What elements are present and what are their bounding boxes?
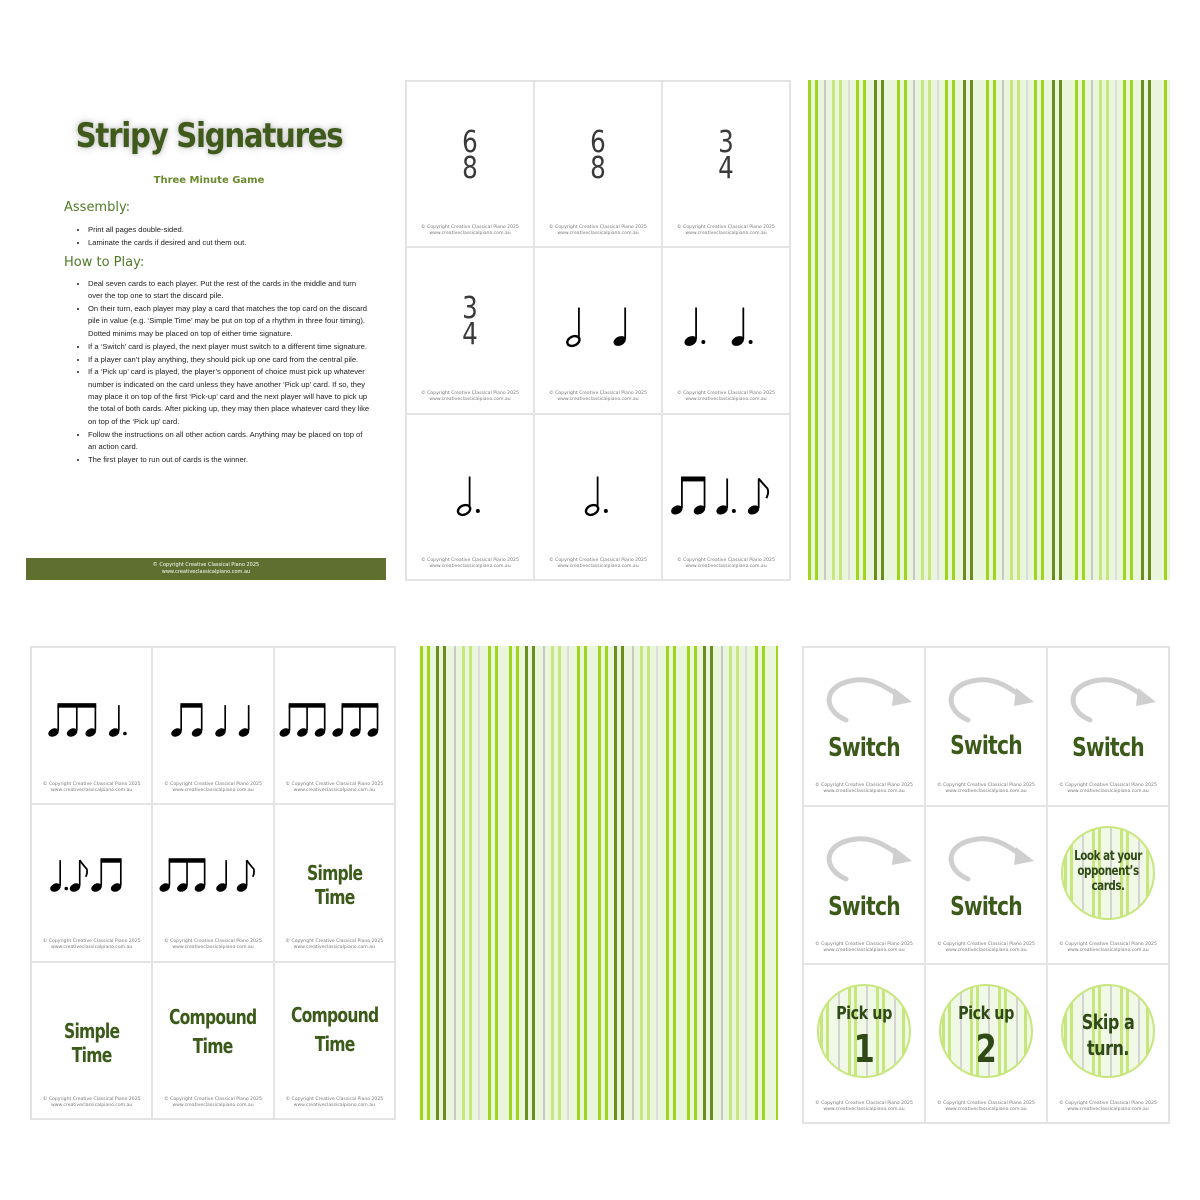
rhythm-notation-icon — [407, 415, 533, 579]
card-copyright: © Copyright Creative Classical Piano 2025 www.creativeclassicalpiano.com.au — [677, 557, 775, 569]
time-signature: 3 4 — [718, 125, 734, 186]
card-three-four — [406, 247, 534, 413]
switch-label: Switch — [950, 891, 1022, 922]
card-copyright: © Copyright Creative Classical Piano 2025 www.creativeclassicalpiano.com.au — [421, 224, 519, 237]
card-copyright: © Copyright Creative Classical Piano 2025 www.creativeclassicalpiano.com.au — [815, 941, 913, 954]
assembly-list — [88, 224, 372, 250]
card-six-eight — [406, 81, 534, 247]
list-item: • If a ‘Switch’ card is played, the next player must switch to a different time signature. — [88, 341, 372, 353]
card-pick-up-one — [803, 964, 925, 1123]
list-item: • The first player to run out of cards is the winner. — [88, 454, 372, 466]
card-copyright: © Copyright Creative Classical Piano 2025 www.creativeclassicalpiano.com.au — [1059, 1100, 1157, 1112]
rhythm-notation-icon — [153, 805, 272, 960]
card-copyright: © Copyright Creative Classical Piano 2025 www.creativeclassicalpiano.com.au — [164, 939, 262, 951]
card-copyright: © Copyright Creative Classical Piano 2025 www.creativeclassicalpiano.com.au — [285, 939, 384, 951]
card-copyright: © Copyright Creative Classical Piano 2025 www.creativeclassicalpiano.com.au — [164, 781, 262, 794]
card-label: Simple Time — [306, 861, 362, 910]
card-copyright: © Copyright Creative Classical Piano 2025 www.creativeclassicalpiano.com.au — [549, 557, 647, 569]
card-rhythm-three-quavers-dotted-crotchet — [31, 647, 152, 804]
stripe-card-back — [808, 80, 1170, 580]
card-pick-up-two — [925, 964, 1047, 1123]
pick-up-count: 1 — [853, 1027, 875, 1072]
rhythm-notation-icon — [535, 248, 661, 412]
card-label: Compound Time — [290, 1002, 379, 1056]
card-sheet-action-cards — [802, 646, 1170, 1124]
card-copyright: © Copyright Creative Classical Piano 2025 www.creativeclassicalpiano.com.au — [285, 1096, 384, 1108]
footer-website: www.creativeclassicalpiano.com.au — [161, 569, 251, 575]
card-copyright: © Copyright Creative Classical Piano 2025 www.creativeclassicalpiano.com.au — [421, 557, 519, 569]
card-copyright: © Copyright Creative Classical Piano 2025 www.creativeclassicalpiano.com.au — [677, 391, 775, 403]
curved-arrow-icon — [816, 670, 916, 726]
card-rhythm-dotted-crotchet-quavers — [31, 804, 152, 961]
curved-arrow-icon — [938, 670, 1038, 726]
card-six-eight — [534, 81, 662, 247]
card-three-four — [662, 81, 790, 247]
card-sheet-rhythms — [30, 646, 396, 1120]
skip-turn-label: Skip a turn. — [1081, 1010, 1135, 1061]
rules-subtitle: Three Minute Game — [153, 175, 265, 186]
switch-label: Switch — [1072, 733, 1144, 763]
card-switch — [1047, 647, 1169, 806]
card-copyright: © Copyright Creative Classical Piano 2025 www.creativeclassicalpiano.com.au — [42, 1096, 141, 1108]
rhythm-notation-icon — [275, 648, 394, 803]
time-signature: 6 8 — [590, 125, 606, 186]
card-rhythm-dotted-crotchets — [662, 247, 790, 413]
rhythm-notation-icon — [153, 648, 272, 803]
rules-title: Stripy Signatures — [75, 116, 343, 156]
pick-up-label: Pick up — [958, 1003, 1014, 1025]
switch-label: Switch — [828, 891, 900, 922]
assembly-heading: Assembly: — [64, 200, 131, 215]
card-rhythm-dotted-minim — [406, 414, 534, 580]
card-switch — [925, 806, 1047, 965]
card-simple-time — [274, 804, 395, 961]
card-label: Compound Time — [169, 1004, 257, 1058]
card-rhythm-minim-crotchet — [534, 247, 662, 413]
curved-arrow-icon — [816, 829, 916, 885]
card-switch — [925, 647, 1047, 806]
pick-up-label: Pick up — [836, 1003, 892, 1025]
rhythm-notation-icon — [663, 415, 789, 579]
rules-page — [26, 82, 386, 580]
list-item: • Deal seven cards to each player. Put the rest of the cards in the middle and turn over the top one to start the discard pile. — [88, 278, 372, 303]
card-look-at-cards — [1047, 806, 1169, 965]
card-sheet-time-signatures — [405, 80, 791, 581]
card-copyright: © Copyright Creative Classical Piano 2025 www.creativeclassicalpiano.com.au — [549, 224, 647, 237]
pick-up-count: 2 — [975, 1027, 997, 1072]
howto-heading: How to Play: — [64, 255, 145, 270]
curved-arrow-icon — [938, 829, 1038, 885]
card-rhythm-quavers-dotted-crotchet-quaver — [662, 414, 790, 580]
card-switch — [803, 647, 925, 806]
card-copyright: © Copyright Creative Classical Piano 2025 www.creativeclassicalpiano.com.au — [815, 1100, 913, 1112]
howto-list — [88, 278, 372, 467]
switch-label: Switch — [828, 733, 900, 763]
card-copyright: © Copyright Creative Classical Piano 2025 www.creativeclassicalpiano.com.au — [285, 781, 384, 794]
card-rhythm-quavers-crotchet-quaver — [152, 804, 273, 961]
card-copyright: © Copyright Creative Classical Piano 2025 www.creativeclassicalpiano.com.au — [421, 391, 519, 403]
stripe-card-back — [420, 646, 778, 1120]
list-item: • If a player can’t play anything, they should pick up one card from the central pile. — [88, 354, 372, 366]
rhythm-notation-icon — [535, 415, 661, 579]
card-copyright: © Copyright Creative Classical Piano 2025 www.creativeclassicalpiano.com.au — [42, 781, 141, 794]
list-item: • Follow the instructions on all other action cards. Anything may be placed on top of an action card. — [88, 429, 372, 454]
curved-arrow-icon — [1060, 670, 1160, 726]
list-item: • Laminate the cards if desired and cut them out. — [88, 237, 372, 249]
time-signature: 3 4 — [462, 291, 478, 353]
rhythm-notation-icon — [663, 248, 789, 412]
card-rhythm-quavers-crotchets — [152, 647, 273, 804]
card-switch — [803, 806, 925, 965]
card-copyright: © Copyright Creative Classical Piano 2025 www.creativeclassicalpiano.com.au — [815, 783, 913, 795]
card-copyright: © Copyright Creative Classical Piano 2025 www.creativeclassicalpiano.com.au — [549, 391, 647, 403]
card-copyright: © Copyright Creative Classical Piano 2025 www.creativeclassicalpiano.com.au — [1059, 941, 1157, 954]
rules-footer — [26, 558, 386, 580]
card-rhythm-dotted-minim — [534, 414, 662, 580]
list-item: • If a ‘Pick up’ card is played, the player’s opponent of choice must pick up whatever number is indicated on the card unless they have another ‘Pick up’ card. If so, they may place it on top of the first ‘Pick-up’ card and the next player will have to pick up the total of both cards. After picking up, they may then place whatever card they like on top of the ‘Pick up’ card. — [88, 366, 372, 427]
card-compound-time — [152, 962, 273, 1119]
footer-copyright: © Copyright Creative Classical Piano 2025 — [152, 562, 260, 568]
card-copyright: © Copyright Creative Classical Piano 2025 www.creativeclassicalpiano.com.au — [937, 1100, 1035, 1112]
card-simple-time — [31, 962, 152, 1119]
list-item: • On their turn, each player may play a card that matches the top card on the discard pile in value (e.g. ‘Simple Time’ may be put on top of a rhythm in three four timing). Dotted minims may be placed on top of either time signature. — [88, 303, 372, 340]
card-copyright: © Copyright Creative Classical Piano 2025 www.creativeclassicalpiano.com.au — [1059, 783, 1157, 795]
card-copyright: © Copyright Creative Classical Piano 2025 www.creativeclassicalpiano.com.au — [937, 941, 1035, 954]
card-compound-time — [274, 962, 395, 1119]
switch-label: Switch — [950, 731, 1022, 761]
rhythm-notation-icon — [32, 648, 151, 803]
card-copyright: © Copyright Creative Classical Piano 2025 www.creativeclassicalpiano.com.au — [42, 939, 141, 951]
card-copyright: © Copyright Creative Classical Piano 2025 www.creativeclassicalpiano.com.au — [164, 1096, 262, 1108]
time-signature: 6 8 — [462, 125, 478, 186]
list-item: • Print all pages double-sided. — [88, 224, 372, 236]
rhythm-notation-icon — [32, 805, 151, 960]
card-label: Simple Time — [64, 1018, 120, 1067]
card-skip-turn — [1047, 964, 1169, 1123]
look-card-label: Look at your opponent’s cards. — [1074, 848, 1142, 894]
card-copyright: © Copyright Creative Classical Piano 2025 www.creativeclassicalpiano.com.au — [677, 224, 775, 237]
card-copyright: © Copyright Creative Classical Piano 2025 www.creativeclassicalpiano.com.au — [937, 783, 1035, 795]
card-rhythm-six-quavers — [274, 647, 395, 804]
